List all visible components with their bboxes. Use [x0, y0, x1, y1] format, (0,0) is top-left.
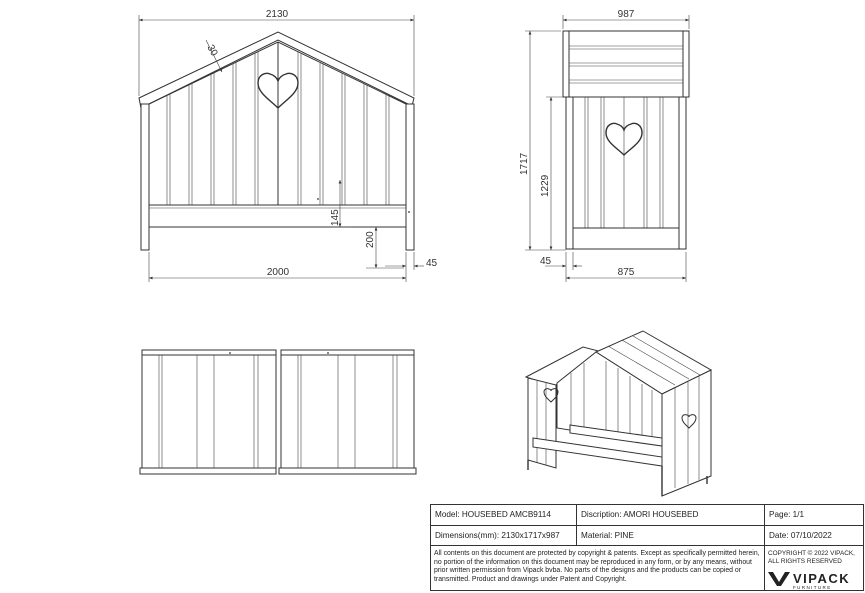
brand-sub: FURNITURE: [793, 585, 832, 590]
front-view: [139, 32, 414, 250]
dim-front-width-label: 2130: [265, 9, 289, 20]
date-field: Date: 07/10/2022: [769, 530, 832, 540]
dim-front-leg-label: 45: [426, 258, 438, 269]
dim-roof-thickness-label: 30: [204, 43, 220, 59]
brand-name: VIPACK: [793, 571, 851, 586]
copyright-notice: All contents on this document are protected by copyright & patents. Except as specifically permitted herein, no portion of the information on this document may be reproduced in any form, or by any means, without prior written permission from Vipack bvba. No parts of the designs and the products can be copied or transmitted. Product and drawings under Patent and Copyright.: [434, 550, 760, 584]
page-field: Page: 1/1: [769, 510, 805, 519]
top-view: [140, 350, 416, 474]
dim-leg-height-label: 200: [365, 231, 376, 248]
copyright-label: COPYRIGHT © 2022 VIPACK, ALL RIGHTS RESERVED: [768, 550, 855, 565]
isometric-view: [526, 331, 711, 496]
dim-side-wall-height-label: 1229: [540, 174, 551, 197]
dim-side-width-label: 987: [617, 9, 635, 20]
dim-side-height-label: 1717: [519, 152, 530, 175]
vipack-logo: [768, 572, 850, 590]
dimensions-field: Dimensions(mm): 2130x1717x987: [435, 530, 560, 540]
vipack-logo-icon: [768, 572, 790, 586]
dim-rail-height-label: 145: [330, 209, 341, 226]
material-field: Material: PINE: [581, 530, 634, 540]
front-dimensions: [139, 9, 438, 282]
title-block: [430, 504, 864, 591]
description-field: Discription: AMORI HOUSEBED: [581, 510, 699, 519]
model-field: Model: HOUSEBED AMCB9114: [435, 510, 551, 519]
dim-side-leg-label: 45: [540, 256, 552, 267]
side-view: [563, 31, 689, 249]
dim-side-base-label: 875: [617, 267, 635, 278]
dim-front-inner-width-label: 2000: [266, 267, 290, 278]
